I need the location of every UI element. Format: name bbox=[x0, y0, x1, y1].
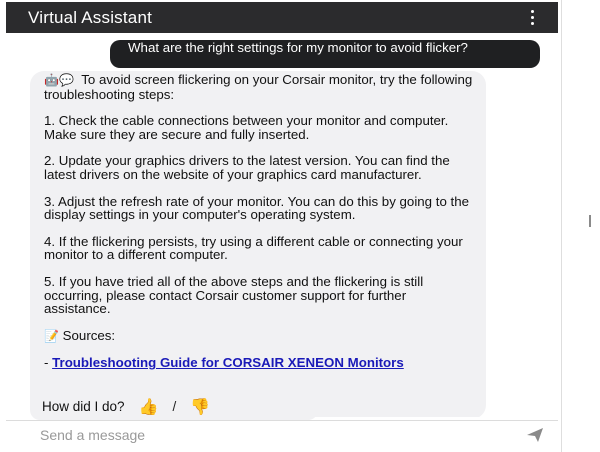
sources-label: Sources: bbox=[62, 327, 116, 343]
panel-divider bbox=[561, 0, 562, 452]
bot-step-3: 3. Adjust the refresh rate of your monitor. You can do this by going to the display settings in your computer's operating system. bbox=[44, 193, 470, 223]
user-message-text: What are the right settings for my monitor to avoid flicker? bbox=[128, 40, 468, 55]
kebab-dot bbox=[531, 22, 534, 25]
memo-icon: 📝 bbox=[44, 328, 59, 343]
header-title: Virtual Assistant bbox=[28, 7, 153, 27]
kebab-menu-icon[interactable] bbox=[522, 7, 542, 29]
bot-step-5: 5. If you have tried all of the above steps and the flickering is still occurring, please contact Corsair customer support for further assistance. bbox=[44, 273, 424, 317]
bot-step-2: 2. Update your graphics drivers to the latest version. You can find the latest drivers on the website of your graphics card manufacturer. bbox=[44, 153, 450, 182]
scrollbar-thumb[interactable] bbox=[589, 215, 591, 227]
bot-message-bubble bbox=[30, 71, 486, 417]
sources-heading bbox=[44, 329, 476, 344]
source-link[interactable]: Troubleshooting Guide for CORSAIR XENEON Monitors bbox=[52, 355, 404, 371]
message-input[interactable] bbox=[40, 427, 500, 443]
source-prefix: - bbox=[44, 355, 53, 371]
thumbs-down-icon[interactable]: 👎 bbox=[190, 396, 211, 416]
feedback-separator: / bbox=[172, 398, 177, 414]
feedback-bubble bbox=[30, 392, 318, 420]
user-message-bubble bbox=[110, 40, 540, 68]
thumbs-up-icon[interactable]: 👍 bbox=[138, 396, 159, 416]
source-entry bbox=[44, 356, 476, 370]
chat-transcript[interactable] bbox=[6, 33, 558, 417]
send-icon[interactable] bbox=[526, 427, 544, 443]
kebab-dot bbox=[531, 10, 534, 13]
bot-step-4: 4. If the flickering persists, try using a different cable or connecting your monitor to a different computer. bbox=[44, 233, 463, 263]
robot-chat-icon: 🤖💬 bbox=[44, 73, 74, 87]
kebab-dot bbox=[531, 16, 534, 19]
header-bar bbox=[6, 2, 558, 33]
bot-step-1: 1. Check the cable connections between your monitor and computer. Make sure they are secure and fully inserted. bbox=[44, 113, 449, 142]
feedback-question: How did I do? bbox=[42, 398, 125, 414]
composer bbox=[6, 420, 558, 448]
bot-intro bbox=[44, 73, 476, 101]
bot-intro-text: To avoid screen flickering on your Corsair monitor, try the following troubleshooting steps: bbox=[44, 72, 473, 102]
